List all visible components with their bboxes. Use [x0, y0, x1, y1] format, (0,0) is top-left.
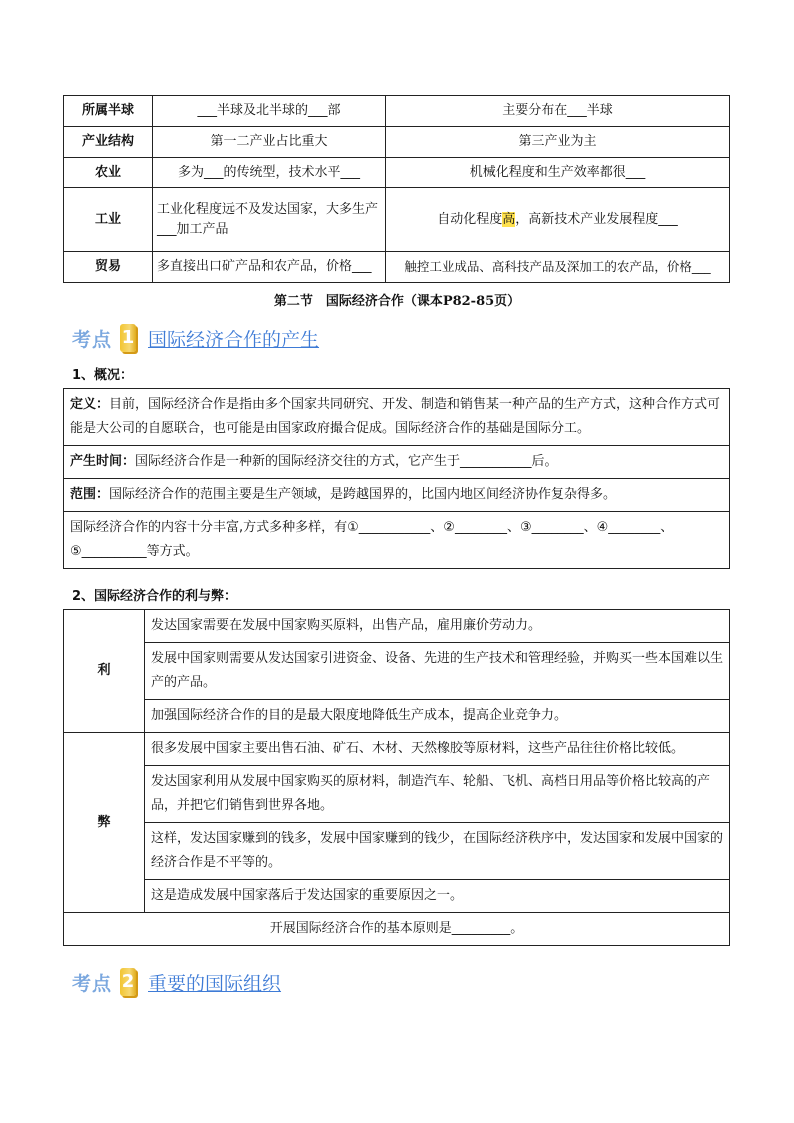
overview-table [63, 388, 730, 569]
developing-cell: 第一二产业占比重大 [153, 127, 386, 158]
developed-cell: 触控工业成品、高科技产品及深加工的农产品，价格___ [386, 252, 730, 283]
time-text: 国际经济合作是一种新的国际经济交往的方式，它产生于___________后。 [135, 454, 558, 469]
table-row [64, 252, 730, 283]
number-badge-icon: 2 [120, 968, 136, 996]
table-row [64, 643, 730, 700]
section-title: 第二节 国际经济合作（课本P82-85页） [273, 294, 521, 309]
pros-cons-heading: 2、国际经济合作的利与弊： [72, 589, 238, 604]
definition-label: 定义： [70, 397, 110, 412]
developing-cell: ___半球及北半球的___部 [153, 96, 386, 127]
cons-item: 很多发展中国家主要出售石油、矿石、木材、天然橡胶等原材料，这些产品往往价格比较低。 [145, 733, 730, 766]
row-label: 工业 [64, 188, 153, 252]
developing-cell: 多为___的传统型，技术水平___ [153, 158, 386, 188]
scope-cell [64, 479, 730, 512]
definition-cell [64, 389, 730, 446]
highlighted-text: 高 [502, 211, 516, 227]
table-row [64, 913, 730, 946]
row-label: 所属半球 [64, 96, 153, 127]
scope-label: 范围： [70, 487, 110, 502]
table-row [64, 766, 730, 823]
cons-item: 发达国家利用从发展中国家购买的原材料，制造汽车、轮船、飞机、高档日用品等价格比较高的产品，并把它们销售到世界各地。 [145, 766, 730, 823]
table-row [64, 389, 730, 446]
developed-vs-developing-table [63, 95, 730, 283]
row-label: 农业 [64, 158, 153, 188]
number-badge-icon: 1 [120, 324, 136, 352]
kaodian-title: 重要的国际组织 [148, 972, 282, 995]
cons-item: 这样，发达国家赚到的钱多，发展中国家赚到的钱少，在国际经济秩序中，发达国家和发展中国家的经济合作是不平等的。 [145, 823, 730, 880]
principle-cell: 开展国际经济合作的基本原则是_________。 [64, 913, 730, 946]
pros-item: 发达国家需要在发展中国家购买原料，出售产品，雇用廉价劳动力。 [145, 610, 730, 643]
table-row [64, 188, 730, 252]
row-label: 贸易 [64, 252, 153, 283]
table-row [64, 823, 730, 880]
table-row [64, 127, 730, 158]
pros-item: 加强国际经济合作的目的是最大限度地降低生产成本，提高企业竞争力。 [145, 700, 730, 733]
pros-cons-table [63, 609, 730, 946]
time-label: 产生时间： [70, 454, 136, 469]
developed-cell: 主要分布在___半球 [386, 96, 730, 127]
table-row [64, 880, 730, 913]
scope-text: 国际经济合作的范围主要是生产领域，是跨越国界的，比国内地区间经济协作复杂得多。 [109, 487, 617, 502]
definition-text: 目前，国际经济合作是指由多个国家共同研究、开发、制造和销售某一种产品的生产方式，这种合作方式可能是大公司的自愿联合，也可能是由国家政府撮合促成。国际经济合作的基础是国际分工。 [70, 397, 721, 436]
kaodian-label: 考点 [72, 972, 113, 995]
table-row [64, 96, 730, 127]
kaodian-header-2 [72, 966, 281, 998]
row-label: 产业结构 [64, 127, 153, 158]
time-cell [64, 446, 730, 479]
developed-cell [386, 188, 730, 252]
kaodian-header-1 [72, 322, 319, 354]
overview-heading: 1、概况： [72, 368, 134, 383]
table-row [64, 700, 730, 733]
cons-label: 弊 [64, 733, 145, 913]
pros-item: 发展中国家则需要从发达国家引进资金、设备、先进的生产技术和管理经验，并购买一些本国难以生产的产品。 [145, 643, 730, 700]
table-row [64, 479, 730, 512]
kaodian-title: 国际经济合作的产生 [148, 328, 320, 351]
table-row [64, 610, 730, 643]
developed-cell: 机械化程度和生产效率都很___ [386, 158, 730, 188]
table-row [64, 733, 730, 766]
developing-cell: 工业化程度远不及发达国家，大多生产___加工产品 [153, 188, 386, 252]
developing-cell: 多直接出口矿产品和农产品，价格___ [153, 252, 386, 283]
pros-label: 利 [64, 610, 145, 733]
table-row [64, 158, 730, 188]
cons-item: 这是造成发展中国家落后于发达国家的重要原因之一。 [145, 880, 730, 913]
table-row [64, 512, 730, 569]
developed-text-post: ，高新技术产业发展程度___ [515, 211, 678, 227]
developed-text-pre: 自动化程度 [437, 211, 503, 227]
developed-cell: 第三产业为主 [386, 127, 730, 158]
kaodian-label: 考点 [72, 328, 113, 351]
content-cell: 国际经济合作的内容十分丰富,方式多种多样，有①___________、②________、③________、④________、⑤__________等方式。 [64, 512, 730, 569]
table-row [64, 446, 730, 479]
